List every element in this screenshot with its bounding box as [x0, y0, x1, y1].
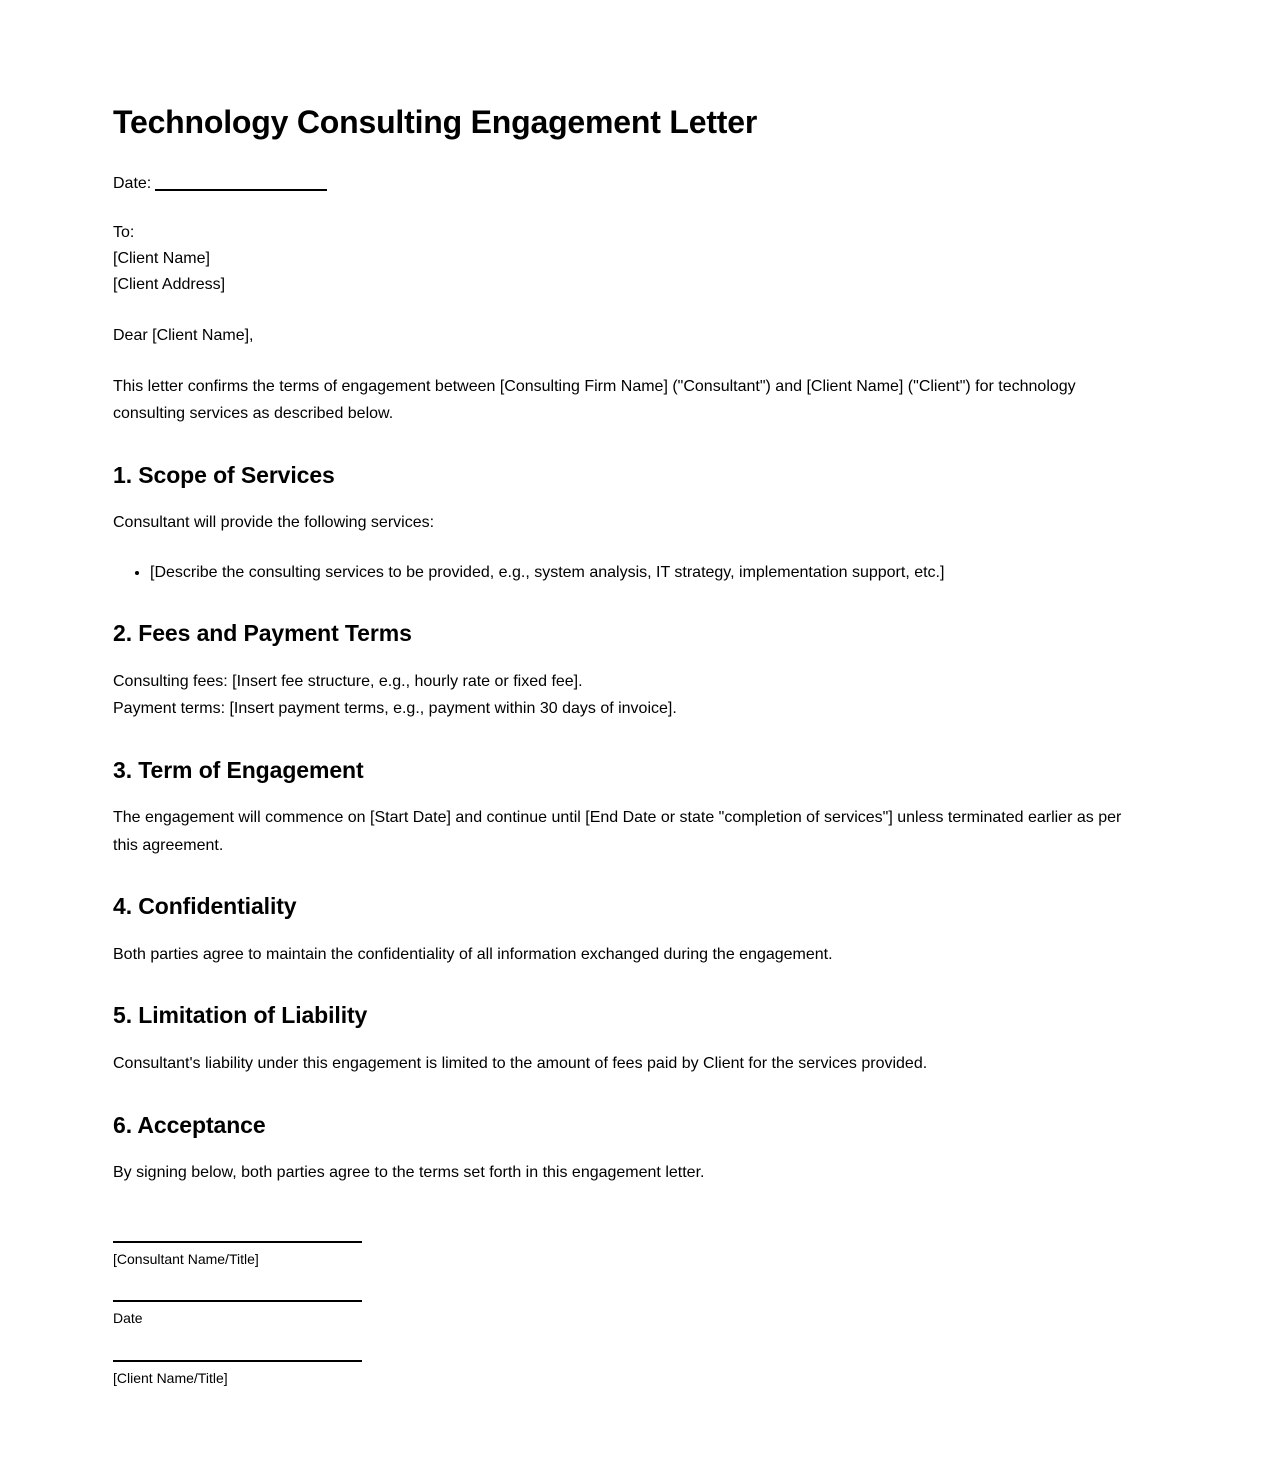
recipient-client-name: [Client Name] [113, 250, 210, 268]
signature-block [113, 1241, 1125, 1389]
section-heading-acceptance: 6. Acceptance [113, 1111, 266, 1138]
date-label: Date: [113, 174, 152, 192]
consulting-fees-line: Consulting fees: [Insert fee structure, e.g., hourly rate or fixed fee]. [113, 672, 583, 690]
list-item: • [Describe the consulting services to be provided, e.g., system analysis, IT strategy, implementation support, etc.] [150, 559, 1125, 586]
signature-line-date[interactable] [113, 1300, 362, 1302]
date-field-row [113, 171, 1125, 197]
confidentiality-paragraph: Both parties agree to maintain the confidentiality of all information exchanged during the engagement. [113, 945, 833, 963]
to-label: To: [113, 224, 135, 242]
fees-paragraph [113, 668, 1125, 723]
limitation-of-liability-paragraph: Consultant's liability under this engagement is limited to the amount of fees paid by Client for the services provided. [113, 1054, 928, 1072]
intro-paragraph: This letter confirms the terms of engagement between [Consulting Firm Name] ("Consultant") and [Client Name] ("Client") for technology consulting services as described below. [113, 377, 1076, 423]
date-blank-line[interactable] [155, 173, 327, 191]
acceptance-paragraph: By signing below, both parties agree to the terms set forth in this engagement letter. [113, 1164, 705, 1182]
recipient-block [113, 220, 1125, 298]
signature-group-client [113, 1360, 1125, 1389]
section-heading-limitation-of-liability: 5. Limitation of Liability [113, 1002, 368, 1029]
signature-line-client[interactable] [113, 1360, 362, 1362]
page-title: Technology Consulting Engagement Letter [113, 104, 758, 140]
signature-group-date [113, 1300, 1125, 1329]
section-heading-fees-and-payment-terms: 2. Fees and Payment Terms [113, 620, 412, 647]
recipient-client-address: [Client Address] [113, 276, 226, 294]
section-heading-confidentiality: 4. Confidentiality [113, 893, 297, 920]
payment-terms-line: Payment terms: [Insert payment terms, e.g., payment within 30 days of invoice]. [113, 700, 677, 718]
term-of-engagement-paragraph: The engagement will commence on [Start Date] and continue until [End Date or state "completion of services"] unless terminated earlier as per this agreement. [113, 809, 1122, 854]
section-heading-scope-of-services: 1. Scope of Services [113, 461, 335, 488]
signature-label-client: [Client Name/Title] [113, 1369, 228, 1386]
signature-group-consultant [113, 1241, 1125, 1270]
section-heading-term-of-engagement: 3. Term of Engagement [113, 756, 364, 783]
signature-label-date: Date [113, 1310, 143, 1327]
salutation: Dear [Client Name], [113, 327, 254, 345]
scope-intro-text: Consultant will provide the following services: [113, 514, 435, 532]
signature-line-consultant[interactable] [113, 1241, 362, 1243]
services-list [113, 559, 1125, 586]
signature-label-consultant: [Consultant Name/Title] [113, 1250, 259, 1267]
